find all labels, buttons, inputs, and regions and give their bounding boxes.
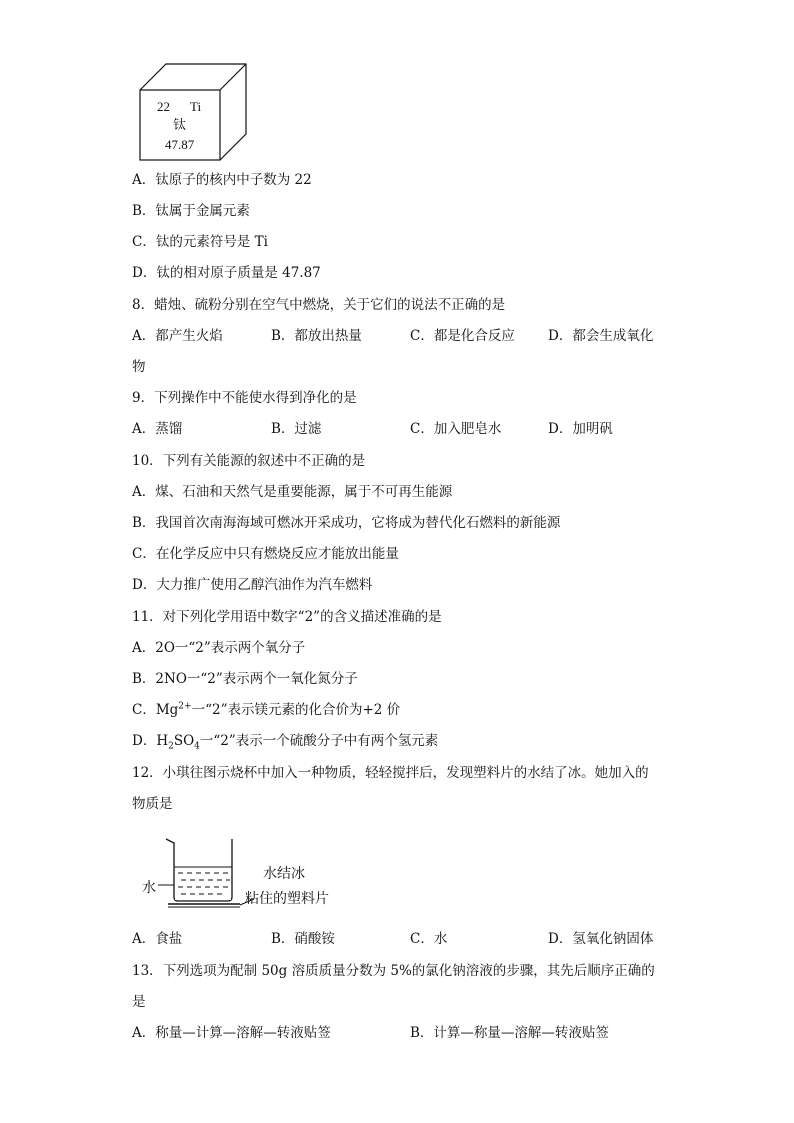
q11-c-prefix: C．Mg	[132, 702, 179, 718]
q9-stem: 9．下列操作中不能使水得到净化的是	[132, 390, 357, 406]
element-name: 钛	[173, 117, 187, 132]
q9-option-c: C．加入肥皂水	[410, 421, 502, 437]
q10-option-c: C．在化学反应中只有燃烧反应才能放出能量	[132, 546, 399, 562]
q10-option-b: B．我国首次南海海域可燃冰开采成功，它将成为替代化石燃料的新能源	[132, 515, 561, 531]
q8-option-c: C．都是化合反应	[410, 328, 515, 344]
q11-option-c	[132, 701, 400, 719]
q8-option-a: A．都产生火焰	[132, 328, 223, 344]
q7-option-a: A．钛原子的核内中子数为 22	[132, 172, 312, 188]
q12-option-c: C．水	[410, 931, 448, 947]
q9-option-d: D．加明矾	[548, 421, 613, 437]
q12-option-a: A．食盐	[132, 931, 183, 947]
q11-d-prefix: D．H	[132, 733, 169, 749]
q13-option-b: B．计算—称量—溶解—转液贴签	[410, 1025, 609, 1041]
q8-option-b: B．都放出热量	[271, 328, 362, 344]
q8-option-d-cont: 物	[132, 359, 146, 375]
q10-option-d: D．大力推广使用乙醇汽油作为汽车燃料	[132, 577, 373, 593]
q11-option-a: A．2O一“2”表示两个氧分子	[132, 640, 306, 656]
q11-stem: 11．对下列化学用语中数字“2”的含义描述准确的是	[132, 609, 442, 625]
q11-d-sub1: 2	[168, 741, 174, 752]
beaker-plastic-label: 粘住的塑料片	[245, 891, 329, 907]
q11-option-d	[132, 732, 438, 750]
q11-option-b: B．2NO一“2”表示两个一氧化氮分子	[132, 671, 358, 687]
q13-stem-line1: 13．下列选项为配制 50g 溶质质量分数为 5%的氯化钠溶液的步骤，其先后顺序正确的	[132, 963, 655, 979]
q9-option-b: B．过滤	[271, 421, 322, 437]
q12-option-d: D．氢氧化钠固体	[548, 931, 654, 947]
q8-option-d: D．都会生成氧化	[548, 328, 654, 344]
q11-d-sub2: 4	[194, 741, 200, 752]
q12-option-b: B．硝酸铵	[271, 931, 335, 947]
q7-option-b: B．钛属于金属元素	[132, 203, 250, 219]
element-symbol: Ti	[190, 99, 202, 114]
q8-stem: 8．蜡烛、硫粉分别在空气中燃烧，关于它们的说法不正确的是	[132, 297, 506, 313]
q11-d-mid: SO	[173, 733, 195, 749]
q12-stem-line2: 物质是	[132, 796, 173, 812]
q10-option-a: A．煤、石油和天然气是重要能源，属于不可再生能源	[132, 484, 453, 500]
beaker-ice-label: 水结冰	[263, 866, 305, 882]
q13-option-a: A．称量—计算—溶解—转液贴签	[132, 1025, 331, 1041]
q12-stem-line1: 12．小琪往图示烧杯中加入一种物质，轻轻搅拌后，发现塑料片的水结了冰。她加入的	[132, 765, 649, 781]
q10-stem: 10．下列有关能源的叙述中不正确的是	[132, 453, 366, 469]
q7-option-d: D．钛的相对原子质量是 47.87	[132, 265, 321, 281]
beaker-figure	[150, 835, 260, 915]
q11-d-suffix: 一“2”表示一个硫酸分子中有两个氢元素	[199, 733, 439, 749]
element-mass: 47.87	[165, 137, 195, 152]
beaker-water-label: 水	[142, 880, 156, 896]
q11-c-suffix: 一“2”表示镁元素的化合价为+2 价	[191, 702, 401, 718]
q7-option-c: C．钛的元素符号是 Ti	[132, 234, 268, 250]
q9-option-a: A．蒸馏	[132, 421, 183, 437]
q11-c-superscript: 2+	[178, 701, 192, 712]
q13-stem-line2: 是	[132, 994, 146, 1010]
element-atomic-number: 22	[157, 99, 170, 114]
